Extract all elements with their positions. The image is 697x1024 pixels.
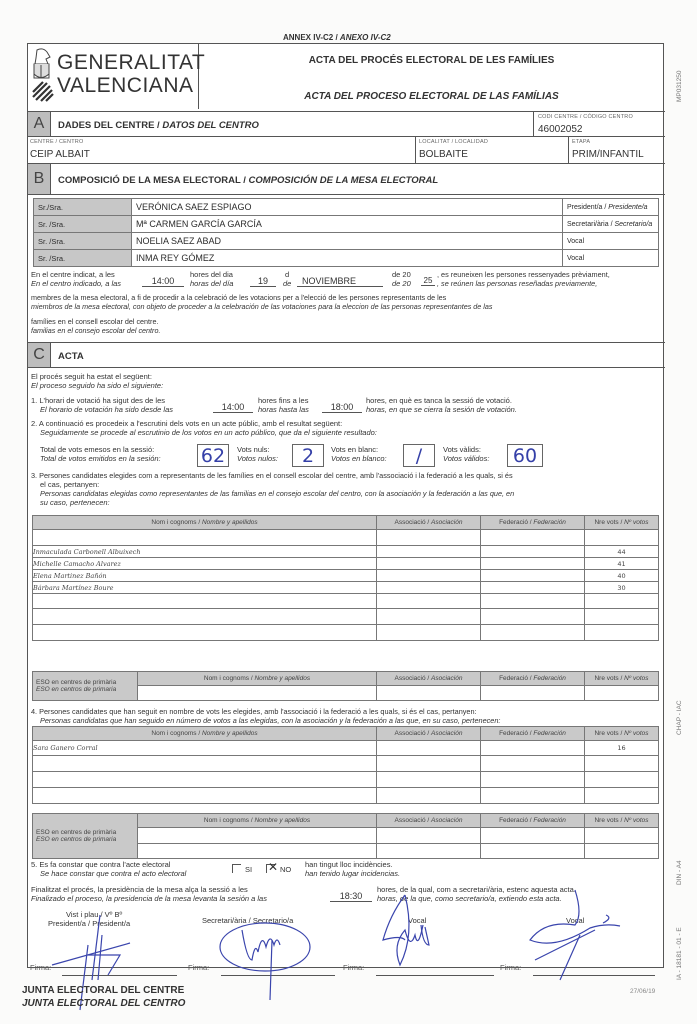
item4-es: Personas candidatas que han seguido en número de votos a las elegidas, con la asociación y la federación a las que, en su caso, pertenecen: [40, 716, 501, 725]
candidate-name [33, 594, 377, 609]
proces-ca: El procés seguit ha estat el següent: [31, 372, 152, 381]
valids-ca: Vots vàlids: [443, 445, 481, 454]
section-c-letter: C [28, 343, 51, 367]
table-row [33, 741, 659, 756]
candidate-votes: 41 [585, 558, 659, 570]
item5-ca: 5. Es fa constar que contra l'acte electoral [31, 860, 171, 869]
table-row [33, 609, 659, 625]
item3-es-2: su caso, pertenecen: [40, 498, 110, 507]
end-hour-field: 18:00 [322, 402, 362, 413]
final-es: Finalizado el proceso, la presidencia de la mesa levanta la sesión a las [31, 894, 267, 903]
table-row [33, 546, 659, 558]
sig-president-1: Vist i plau / Vº Bº [66, 910, 123, 919]
logo [27, 43, 206, 109]
final-end-ca: hores, de la qual, com a secretari/ària, estenc aquesta acta. [377, 885, 576, 894]
col-vots: Nre vots / Nº votos [585, 516, 659, 530]
side-code: MP031250 [676, 70, 683, 102]
firma-label: Firma: [30, 963, 52, 972]
candidate-votes: 30 [585, 582, 659, 594]
intro-line3-ca: famílies en el consell escolar del centre. [31, 317, 159, 326]
title-es: ACTA DEL PROCESO ELECTORAL DE LAS FAMÍLIAS [304, 91, 559, 102]
table-row [33, 570, 659, 582]
intro-es-1: En el centro indicado, a las [31, 279, 122, 288]
table-row [33, 625, 659, 641]
annex-label: ANNEX IV-C2 / ANEXO IV-C2 [283, 33, 391, 42]
si-checkbox[interactable] [232, 864, 241, 873]
sig-president-2: President/a / President/a [48, 919, 131, 928]
eso-table-elected: ESO en centres de primària ESO en centros de primaria Nom i cognoms / Nombre y apellidos Associació / Asociación Federació / Federación Nre vots / Nº votos [32, 671, 659, 701]
side-chap: CHAP - IAC [676, 700, 683, 735]
horas-dia-es: horas del día [190, 279, 234, 288]
table-row [33, 558, 659, 570]
item5-es: Se hace constar que contra el acto electoral [40, 869, 187, 878]
col-nom: Nom i cognoms / Nombre y apellidos [33, 516, 377, 530]
table-row [33, 582, 659, 594]
hour-field: 14:00 [142, 276, 184, 287]
valids-es: Votos válidos: [443, 454, 490, 463]
mesa-table [33, 198, 659, 267]
secretary-signature-icon [210, 915, 335, 1005]
candidate-votes: 16 [585, 741, 659, 756]
mesa-label: Sr./Sra. [34, 199, 132, 216]
mesa-label: Sr. /Sra. [34, 250, 132, 267]
col-fed: Federació / Federación [481, 516, 585, 530]
candidate-name [33, 609, 377, 625]
mesa-role: Secretari/ària / Secretario/a [563, 216, 659, 233]
side-din: DIN - A4 [676, 860, 683, 885]
item5-end-es: han tenido lugar incidencias. [305, 869, 401, 878]
year-prefix-es: de 20 [392, 279, 411, 288]
mesa-name: VERÓNICA SAEZ ESPIAGO [132, 199, 563, 216]
nuls-es: Votos nulos: [237, 454, 278, 463]
mesa-row [34, 233, 659, 250]
item1-es: El horario de votación ha sido desde las [40, 405, 174, 414]
item2-ca: 2. A continuació es procedeix a l'escrutini dels vots en un acte públic, amb el resultat següent: [31, 419, 343, 428]
intro-line2-ca: membres de la mesa electoral, a fi de procedir a la celebració de les votacions per a l'elecció de les persones representants de les [31, 293, 447, 302]
item1-end-ca: hores, en què es tanca la sessió de votació. [366, 396, 512, 405]
candidate-name: Bárbara Martínez Boure [33, 582, 377, 594]
logo-line1: GENERALITAT [57, 51, 206, 74]
mesa-role: Vocal [563, 233, 659, 250]
col-assoc: Associació / Asociación [377, 516, 481, 530]
year-field: 25 [421, 276, 435, 286]
mesa-name: INMA REY GÓMEZ [132, 250, 563, 267]
item2-es: Seguidamente se procede al escrutinio de los votos en un acto público, que da el siguiente resultado: [40, 428, 377, 437]
section-c-title: ACTA [58, 351, 84, 362]
vocal1-signature-icon [375, 890, 445, 980]
total-ca: Total de vots emesos en la sessió: [40, 445, 155, 454]
side-ref: IA - 18181 - 01 - E [676, 927, 683, 980]
total-votes-box: 62 [197, 444, 229, 467]
eso-label: ESO en centres de primària ESO en centros de primaria [33, 814, 138, 859]
table-row [33, 530, 659, 546]
table-row [33, 788, 659, 804]
intro-line3-es: familias en el consejo escolar del centro. [31, 326, 161, 335]
section-b-letter: B [28, 164, 51, 194]
section-b-title: COMPOSICIÓ DE LA MESA ELECTORAL / COMPOSICIÓN DE LA MESA ELECTORAL [58, 175, 439, 186]
section-a-letter: A [28, 112, 51, 136]
sig-vocal1: Vocal [408, 916, 427, 925]
etapa-value: PRIM/INFANTIL [572, 149, 644, 160]
mesa-role: Vocal [563, 250, 659, 267]
year-prefix-ca: de 20 [392, 270, 411, 279]
item3-ca-1: 3. Persones candidates elegides com a representants de les famílies en el consell escolar del centre, amb l'associació i la federació a les quals, si és [31, 471, 513, 480]
nuls-ca: Vots nuls: [237, 445, 270, 454]
item3-ca-2: el cas, pertanyen: [40, 480, 100, 489]
candidate-name [33, 788, 377, 804]
table-row [33, 772, 659, 788]
elected-table [32, 515, 659, 641]
mesa-role: President/a / Presidente/a [563, 199, 659, 216]
section-a-title: DADES DEL CENTRE / DATOS DEL CENTRO [58, 120, 259, 131]
valid-votes-box: 60 [507, 444, 543, 467]
candidate-votes [585, 625, 659, 641]
candidate-votes [585, 594, 659, 609]
candidate-name [33, 772, 377, 788]
localitat-label: LOCALITAT / LOCALIDAD [419, 139, 488, 145]
final-ca: Finalitzat el procés, la presidència de la mesa alça la sessió a les [31, 885, 248, 894]
item3-es-1: Personas candidatas elegidas como representantes de las familias en el consejo escolar del centro, con la asociación y la federación a las que, en [40, 489, 515, 498]
sig-secretari: Secretari/ària / Secretario/a [202, 916, 294, 925]
intro-line2-es: miembros de la mesa electoral, con objeto de proceder a la celebración de las votaciones para la eleccion de las personas representantes de las [31, 302, 493, 311]
item5-end-ca: han tingut lloc incidències. [305, 860, 393, 869]
start-hour-field: 14:00 [213, 402, 253, 413]
candidate-votes [585, 609, 659, 625]
title-ca: ACTA DEL PROCÉS ELECTORAL DE LES FAMÍLIES [308, 55, 555, 66]
fins-ca: hores fins a les [258, 396, 309, 405]
candidate-name [33, 625, 377, 641]
date-code: 27/06/19 [630, 988, 656, 995]
junta-ca: JUNTA ELECTORAL DEL CENTRE [22, 985, 185, 996]
candidate-name [33, 530, 377, 546]
candidate-votes: 40 [585, 570, 659, 582]
item1-ca: 1. L'horari de votació ha sigut des de les [31, 396, 166, 405]
sig-vocal2: Vocal [566, 916, 585, 925]
de-es: de [283, 279, 292, 288]
mesa-label: Sr. /Sra. [34, 216, 132, 233]
proces-es: El proceso seguido ha sido el siguiente: [31, 381, 164, 390]
no-label: NO [280, 865, 292, 874]
day-field: 19 [250, 276, 276, 287]
firma-label: Firma: [343, 963, 365, 972]
firma-label: Firma: [188, 963, 210, 972]
candidate-name: Elena Martinez Bañón [33, 570, 377, 582]
vocal2-signature-icon [525, 885, 625, 985]
codi-label: CODI CENTRE / CÓDIGO CENTRO [538, 114, 633, 120]
final-hour-field: 18:30 [330, 891, 372, 902]
followers-table: Nom i cognoms / Nombre y apellidos Associació / Asociación Federació / Federación Nre vots / Nº votos Sara Ganero Corral 16 [32, 726, 659, 804]
final-end-es: horas, de la que, como secretario/a, extiendo esta acta. [377, 894, 562, 903]
candidate-votes [585, 530, 659, 546]
candidate-name: Michelle Camacho Alvarez [33, 558, 377, 570]
candidate-votes: 44 [585, 546, 659, 558]
mesa-row [34, 250, 659, 267]
mesa-name: Mª CARMEN GARCÍA GARCÍA [132, 216, 563, 233]
eso-table-followers: ESO en centres de primària ESO en centros de primaria Nom i cognoms / Nombre y apellidos Associació / Asociación Federació / Federación Nre vots / Nº votos [32, 813, 659, 859]
centre-label: CENTRE / CENTRO [30, 139, 84, 145]
month-field: NOVIEMBRE [297, 276, 383, 287]
mesa-row [34, 199, 659, 216]
candidate-name: Inmaculada Carbonell Albuixech [33, 546, 377, 558]
candidate-name: Sara Ganero Corral [33, 741, 377, 756]
eso-label: ESO en centres de primària ESO en centros de primaria [33, 672, 138, 701]
localitat-value: BOLBAITE [419, 149, 468, 160]
hores-dia-ca: hores del dia [190, 270, 233, 279]
candidate-name [33, 756, 377, 772]
centre-value: CEIP ALBAIT [30, 149, 90, 160]
mesa-label: Sr. /Sra. [34, 233, 132, 250]
item4-ca: 4. Persones candidates que han seguit en nombre de vots les elegides, amb l'associació i la federació a les quals, si és el cas, pertanyen: [31, 707, 477, 716]
blanc-ca: Vots en blanc: [331, 445, 379, 454]
checkmark-x-icon: ✕ [268, 860, 279, 874]
blanc-es: Votos en blanco: [331, 454, 387, 463]
intro-es-2: , se reúnen las personas reseñadas previamente, [437, 279, 598, 288]
junta-es: JUNTA ELECTORAL DEL CENTRO [22, 998, 186, 1009]
total-es: Total de votos emitidos en la sesión: [40, 454, 161, 463]
intro-ca-2: , es reuneixen les persones ressenyades prèviament, [437, 270, 610, 279]
blank-votes-box: / [403, 444, 435, 467]
table-row [33, 756, 659, 772]
mesa-name: NOELIA SAEZ ABAD [132, 233, 563, 250]
table-row [33, 594, 659, 609]
logo-line2: VALENCIANA [57, 74, 194, 97]
mesa-row [34, 216, 659, 233]
intro-ca-1: En el centre indicat, a les [31, 270, 115, 279]
hasta-es: horas hasta las [258, 405, 309, 414]
firma-label: Firma: [500, 963, 522, 972]
d-ca: d [285, 270, 290, 279]
etapa-label: ETAPA [572, 139, 591, 145]
si-label: SI [245, 865, 253, 874]
null-votes-box: 2 [292, 444, 324, 467]
codi-value: 46002052 [538, 124, 583, 135]
coat-of-arms-icon [31, 48, 57, 104]
item1-end-es: horas, en que se cierra la sesión de votación. [366, 405, 517, 414]
